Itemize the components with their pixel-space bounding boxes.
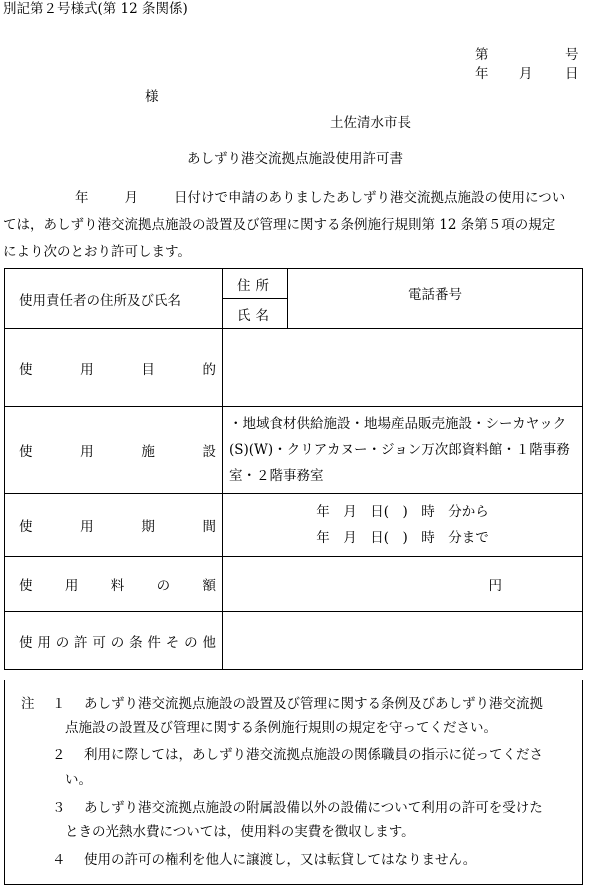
note-2-number: ２ [52,747,66,763]
facility-label: 使 用 施 設 [5,407,223,494]
responsible-person-label: 使用責任者の住所及び氏名 [5,269,223,329]
intro-line-3: により次のとおり許可します。 [3,244,191,260]
fee-unit: 円 [488,578,502,594]
date-day-label: 日 [565,66,579,82]
addressee-suffix: 様 [145,89,159,105]
note-3-line-1: あしずり港交流拠点施設の附属設備以外の設備について利用の許可を受けた [84,800,543,816]
issuer-name: 土佐清水市長 [330,115,411,131]
document-number-suffix: 号 [565,47,579,63]
date-month-label: 月 [519,66,533,82]
notes-section [4,680,583,885]
intro-year: 年 [75,190,89,206]
note-1-number: １ [52,696,66,712]
phone-number-label: 電話番号 [408,287,462,303]
purpose-label: 使 用 目 的 [5,329,223,407]
intro-line-1 [3,185,590,212]
document-title: あしずり港交流拠点施設使用許可書 [187,151,403,167]
document-number-label: 第 [475,47,489,63]
purpose-field[interactable] [223,329,583,407]
address-label: 住 所 [223,269,288,299]
intro-line-2: ては，あしずり港交流拠点施設の設置及び管理に関する条例施行規則第 12 条第５項の規定 [3,217,556,233]
permit-table [4,268,583,670]
fee-field[interactable] [223,557,583,612]
note-1-line-2: 点施設の設置及び管理に関する条例施行規則の規定を守ってください。 [65,720,497,736]
note-3-number: ３ [52,800,66,816]
period-field[interactable] [223,494,583,557]
note-2-line-1: 利用に際しては，あしずり港交流拠点施設の関係職員の指示に従ってくださ [84,747,543,763]
form-number-label: 別記第２号様式(第 12 条関係) [3,1,188,17]
facility-value: ・地域食材供給施設・地場産品販売施設・シーカヤック(S)(W)・クリアカヌー・ジョン万次郎資料館・１階事務室・２階事務室 [223,407,583,494]
fee-label: 使 用 料 の 額 [5,557,223,612]
period-from: 年 月 日( ) 時 分から [316,504,489,520]
note-3-line-2: ときの光熱水費については，使用料の実費を徴収します。 [65,824,415,840]
date-year-label: 年 [475,66,489,82]
note-2-line-2: い。 [65,772,92,788]
name-label: 氏 名 [223,299,288,329]
note-1-line-1: あしずり港交流拠点施設の設置及び管理に関する条例及びあしずり港交流拠 [84,696,543,712]
intro-month: 月 [124,190,138,206]
period-to: 年 月 日( ) 時 分まで [316,530,489,546]
period-label: 使 用 期 間 [5,494,223,557]
conditions-field[interactable] [223,612,583,670]
intro-paragraph [3,185,590,266]
intro-line-1-text: 日付けで申請のありましたあしずり港交流拠点施設の使用につい [174,190,566,206]
notes-prefix: 注 [21,696,35,712]
address-name-field[interactable] [288,269,583,329]
note-4-line-1: 使用の許可の権利を他人に譲渡し，又は転貸してはなりません。 [84,852,477,868]
conditions-label: 使 用 の 許 可 の 条 件 そ の 他 [5,612,223,670]
note-4-number: ４ [52,852,66,868]
